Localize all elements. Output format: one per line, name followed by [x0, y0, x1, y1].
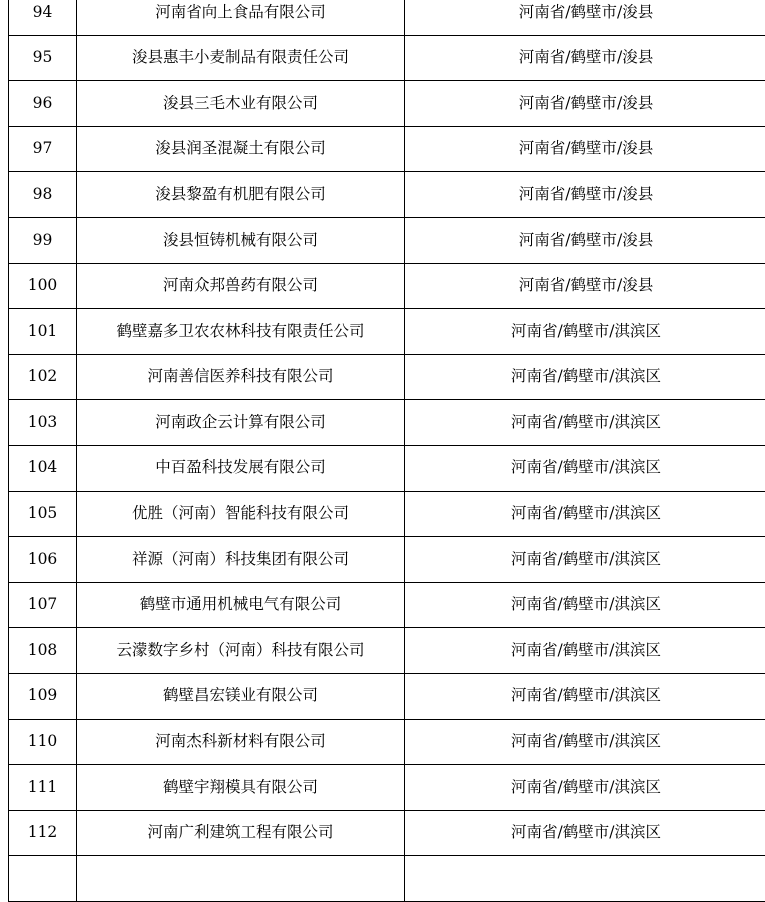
company-name-cell: 鹤壁嘉多卫农农林科技有限责任公司: [77, 309, 405, 355]
region-cell: 河南省/鹤壁市/淇滨区: [405, 491, 765, 537]
region-cell: 河南省/鹤壁市/浚县: [405, 172, 765, 218]
region-cell: 河南省/鹤壁市/浚县: [405, 126, 765, 172]
row-index-cell: 109: [9, 673, 77, 719]
company-name-cell: 优胜（河南）智能科技有限公司: [77, 491, 405, 537]
region-cell: 河南省/鹤壁市/淇滨区: [405, 719, 765, 765]
table-row: [9, 491, 765, 537]
company-list-table: [8, 0, 765, 902]
company-name-cell: 浚县三毛木业有限公司: [77, 81, 405, 127]
table-row: [9, 856, 765, 902]
region-cell: 河南省/鹤壁市/淇滨区: [405, 810, 765, 856]
region-cell: 河南省/鹤壁市/淇滨区: [405, 309, 765, 355]
table-row: [9, 445, 765, 491]
table-row: [9, 400, 765, 446]
table-row: [9, 719, 765, 765]
row-index-cell: 103: [9, 400, 77, 446]
table-row: [9, 35, 765, 81]
region-cell: 河南省/鹤壁市/淇滨区: [405, 673, 765, 719]
row-index-cell: 101: [9, 309, 77, 355]
company-name-cell: 浚县黎盈有机肥有限公司: [77, 172, 405, 218]
region-cell: 河南省/鹤壁市/淇滨区: [405, 400, 765, 446]
region-cell: 河南省/鹤壁市/淇滨区: [405, 445, 765, 491]
table-row: [9, 126, 765, 172]
table-row: [9, 172, 765, 218]
row-index-cell: 94: [9, 0, 77, 35]
row-index-cell: 108: [9, 628, 77, 674]
table-row: [9, 765, 765, 811]
company-name-cell: 河南众邦兽药有限公司: [77, 263, 405, 309]
row-index-cell: 112: [9, 810, 77, 856]
table-row: [9, 354, 765, 400]
region-cell: [405, 856, 765, 902]
row-index-cell: 111: [9, 765, 77, 811]
table-row: [9, 81, 765, 127]
table-row: [9, 263, 765, 309]
row-index-cell: 107: [9, 582, 77, 628]
row-index-cell: 110: [9, 719, 77, 765]
company-name-cell: 鹤壁宇翔模具有限公司: [77, 765, 405, 811]
row-index-cell: 104: [9, 445, 77, 491]
table-row: [9, 309, 765, 355]
company-list-table-container: [8, 0, 764, 902]
row-index-cell: 99: [9, 217, 77, 263]
table-row: [9, 0, 765, 35]
region-cell: 河南省/鹤壁市/淇滨区: [405, 537, 765, 583]
company-name-cell: 浚县润圣混凝土有限公司: [77, 126, 405, 172]
region-cell: 河南省/鹤壁市/浚县: [405, 35, 765, 81]
company-name-cell: 河南省向上食品有限公司: [77, 0, 405, 35]
row-index-cell: 97: [9, 126, 77, 172]
region-cell: 河南省/鹤壁市/浚县: [405, 263, 765, 309]
table-row: [9, 673, 765, 719]
region-cell: 河南省/鹤壁市/淇滨区: [405, 628, 765, 674]
company-name-cell: 云濛数字乡村（河南）科技有限公司: [77, 628, 405, 674]
table-row: [9, 628, 765, 674]
company-name-cell: 鹤壁市通用机械电气有限公司: [77, 582, 405, 628]
company-name-cell: 浚县惠丰小麦制品有限责任公司: [77, 35, 405, 81]
company-name-cell: 浚县恒铸机械有限公司: [77, 217, 405, 263]
region-cell: 河南省/鹤壁市/淇滨区: [405, 582, 765, 628]
company-name-cell: 鹤壁昌宏镁业有限公司: [77, 673, 405, 719]
row-index-cell: 98: [9, 172, 77, 218]
table-row: [9, 217, 765, 263]
row-index-cell: [9, 856, 77, 902]
row-index-cell: 100: [9, 263, 77, 309]
company-name-cell: 河南广利建筑工程有限公司: [77, 810, 405, 856]
table-row: [9, 537, 765, 583]
region-cell: 河南省/鹤壁市/淇滨区: [405, 354, 765, 400]
region-cell: 河南省/鹤壁市/浚县: [405, 0, 765, 35]
region-cell: 河南省/鹤壁市/淇滨区: [405, 765, 765, 811]
row-index-cell: 105: [9, 491, 77, 537]
region-cell: 河南省/鹤壁市/浚县: [405, 217, 765, 263]
table-row: [9, 582, 765, 628]
company-name-cell: [77, 856, 405, 902]
row-index-cell: 106: [9, 537, 77, 583]
company-name-cell: 河南杰科新材料有限公司: [77, 719, 405, 765]
region-cell: 河南省/鹤壁市/浚县: [405, 81, 765, 127]
row-index-cell: 95: [9, 35, 77, 81]
company-name-cell: 河南善信医养科技有限公司: [77, 354, 405, 400]
row-index-cell: 102: [9, 354, 77, 400]
row-index-cell: 96: [9, 81, 77, 127]
company-name-cell: 中百盈科技发展有限公司: [77, 445, 405, 491]
company-name-cell: 河南政企云计算有限公司: [77, 400, 405, 446]
company-list-table-body: [9, 0, 765, 901]
table-row: [9, 810, 765, 856]
company-name-cell: 祥源（河南）科技集团有限公司: [77, 537, 405, 583]
